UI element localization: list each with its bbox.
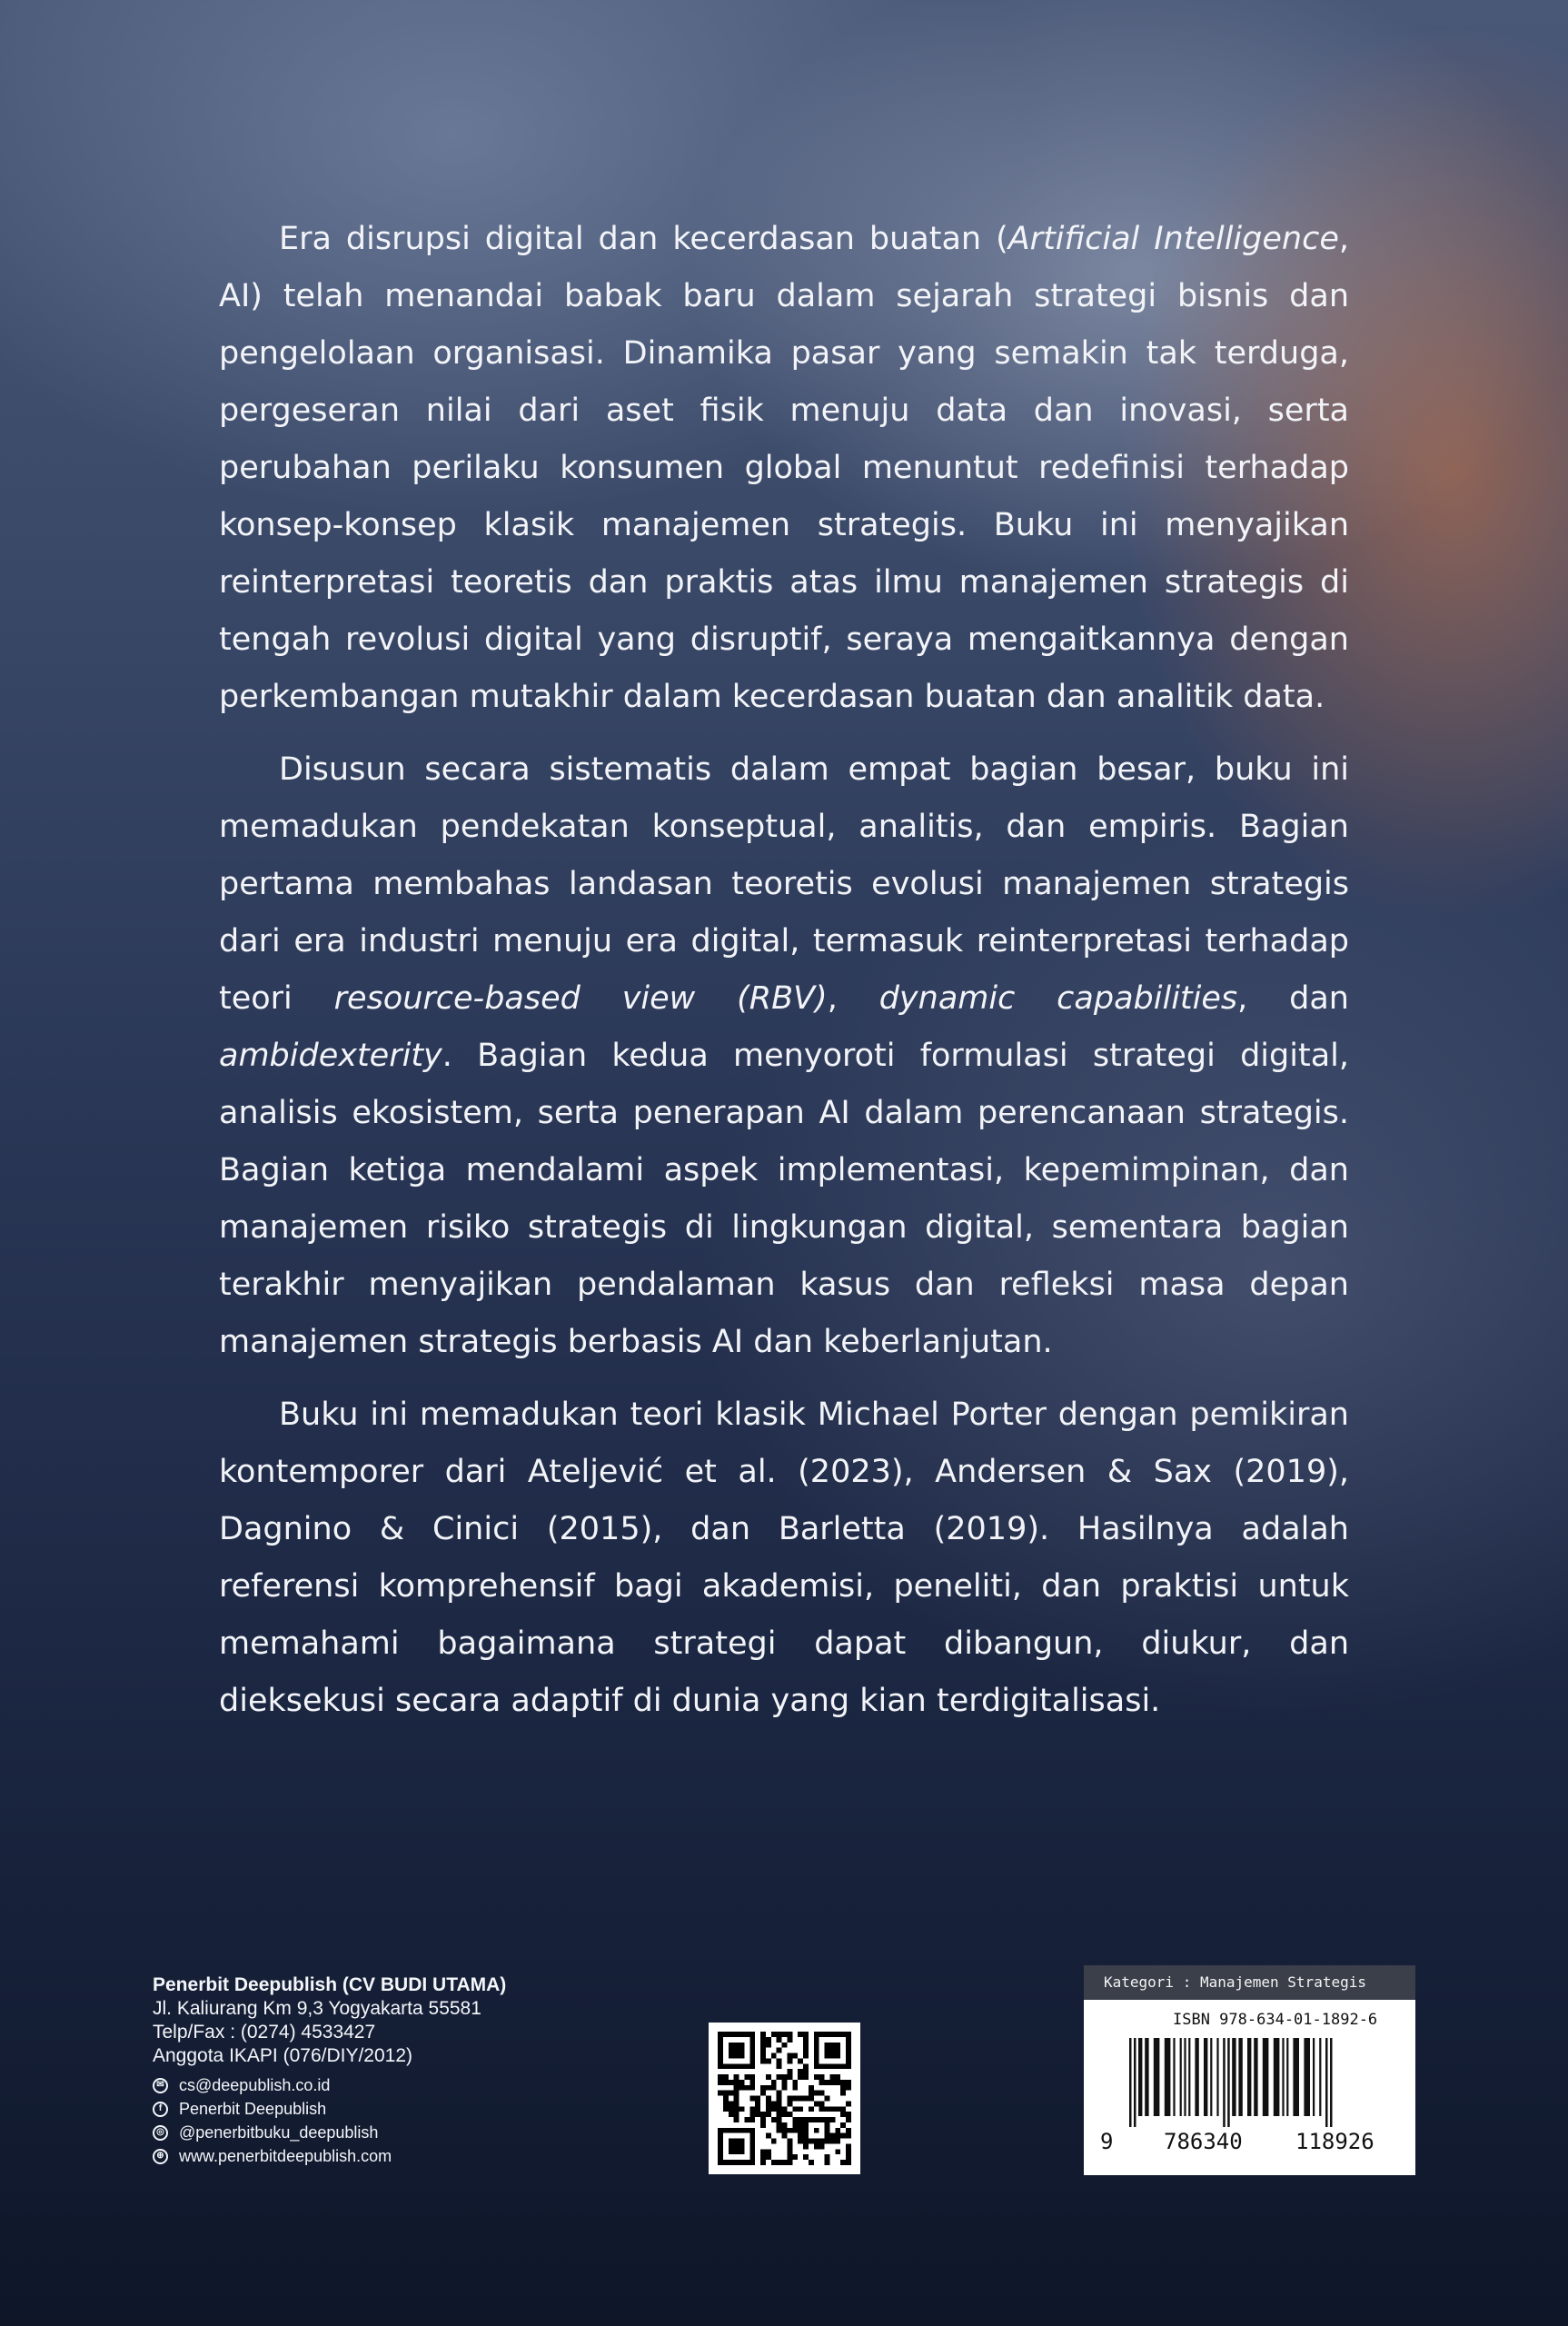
contact-website-text: www.penerbitdeepublish.com <box>179 2147 392 2165</box>
qr-code <box>709 2023 860 2174</box>
barcode-bars <box>1129 2038 1374 2127</box>
facebook-icon: f <box>153 2102 168 2117</box>
globe-icon: ⊕ <box>153 2149 168 2164</box>
ean-right-group: 118926 <box>1295 2129 1374 2154</box>
publisher-info <box>153 1973 506 2168</box>
contact-website <box>153 2144 506 2168</box>
publisher-address: Jl. Kaliurang Km 9,3 Yogyakarta 55581 <box>153 1998 481 2019</box>
contact-instagram <box>153 2121 506 2144</box>
isbn-number: ISBN 978-634-01-1892-6 <box>1173 2011 1378 2029</box>
paragraph-2: Disusun secara sistematis dalam empat bagian besar, buku ini memadukan pendekatan konseptual, analitis, dan empiris. Bagian pertama membahas landasan teoretis evolusi manajemen strategis dari era industri menuju era digital, termasuk reinterpretasi terhadap teori resource-based view (RBV), dynamic capabilities, dan ambidexterity. Bagian kedua menyoroti formulasi strategi digital, analisis ekosistem, serta penerapan AI dalam perencanaan strategis. Bagian ketiga mendalami aspek implementasi, kepemimpinan, dan manajemen risiko strategis di lingkungan digital, sementara bagian terakhir menyajikan pendalaman kasus dan refleksi masa depan manajemen strategis berbasis AI dan keberlanjutan. <box>219 751 1349 1360</box>
contact-email-text: cs@deepublish.co.id <box>179 2076 331 2094</box>
category-label: Kategori : Manajemen Strategis <box>1084 1965 1415 2000</box>
contact-facebook <box>153 2097 506 2121</box>
ean-first-digit: 9 <box>1100 2129 1114 2154</box>
publisher-phone: Telp/Fax : (0274) 4533427 <box>153 2022 376 2043</box>
publisher-membership: Anggota IKAPI (076/DIY/2012) <box>153 2045 413 2066</box>
contact-email <box>153 2073 506 2097</box>
ean-left-group: 786340 <box>1164 2129 1243 2154</box>
contact-facebook-text: Penerbit Deepublish <box>179 2100 327 2118</box>
isbn-barcode-panel <box>1084 1965 1415 2175</box>
publisher-name: Penerbit Deepublish (CV BUDI UTAMA) <box>153 1974 507 1995</box>
back-cover-text <box>219 211 1349 1745</box>
instagram-icon: ◎ <box>153 2125 168 2141</box>
email-icon: ✉ <box>153 2078 168 2093</box>
paragraph-1: Era disrupsi digital dan kecerdasan buatan (Artificial Intelligence, AI) telah menandai babak baru dalam sejarah strategi bisnis dan pengelolaan organisasi. Dinamika pasar yang semakin tak terduga, pergeseran nilai dari aset fisik menuju data dan inovasi, serta perubahan perilaku konsumen global menuntut redefinisi terhadap konsep-konsep klasik manajemen strategis. Buku ini menyajikan reinterpretasi teoretis dan praktis atas ilmu manajemen strategis di tengah revolusi digital yang disruptif, seraya mengaitkannya dengan perkembangan mutakhir dalam kecerdasan buatan dan analitik data. <box>219 221 1350 715</box>
paragraph-3: Buku ini memadukan teori klasik Michael Porter dengan pemikiran kontemporer dari Ateljević et al. (2023), Andersen & Sax (2019), Dagnino & Cinici (2015), dan Barletta (2019). Hasilnya adalah referensi komprehensif bagi akademisi, peneliti, dan praktisi untuk memahami bagaimana strategi dapat dibangun, diukur, dan dieksekusi secara adaptif di dunia yang kian terdigitalisasi. <box>219 1397 1349 1719</box>
contact-instagram-text: @penerbitbuku_deepublish <box>179 2123 379 2142</box>
